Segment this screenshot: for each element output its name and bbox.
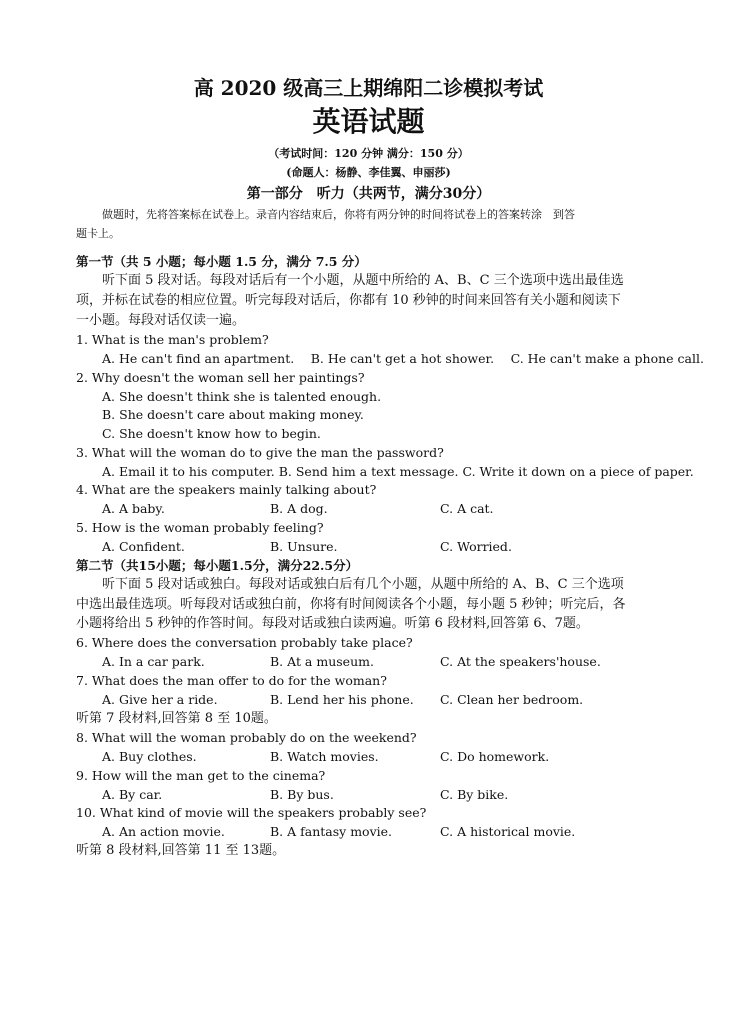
exam-info: （考试时间：120 分钟 满分：150 分） <box>268 147 469 160</box>
section-1-instructions-3: 一小题。每段对话仅读一遍。 <box>76 313 246 328</box>
question-1: 1. What is the man's problem? <box>76 332 269 347</box>
question-5: 5. How is the woman probably feeling? <box>76 520 324 535</box>
question-7-option-c: C. Clean her bedroom. <box>440 692 584 707</box>
part-heading: 第一部分 听力（共两节，满分30分） <box>246 186 491 202</box>
section-2-instructions-1: 听下面 5 段对话或独白。每段对话或独白后有几个小题，从题中所给的 A、B、C 三个选项 <box>102 577 624 592</box>
question-5-option-c: C. Worried. <box>440 539 512 554</box>
material-7-note: 听第 7 段材料,回答第 8 至 10题。 <box>76 711 277 726</box>
question-10-option-b: B. A fantasy movie. <box>270 824 392 839</box>
question-3: 3. What will the woman do to give the man the password? <box>76 445 444 460</box>
instructions-line-2: 题卡上。 <box>76 227 120 240</box>
question-7-option-a: A. Give her a ride. <box>102 692 218 707</box>
question-4-option-a: A. A baby. <box>102 501 165 516</box>
question-7-option-b: B. Lend her his phone. <box>270 692 414 707</box>
question-9-option-a: A. By car. <box>102 787 163 802</box>
question-4-option-c: C. A cat. <box>440 501 494 516</box>
question-6-option-c: C. At the speakers'house. <box>440 654 601 669</box>
section-2-instructions-3: 小题将给出 5 秒钟的作答时间。每段对话或独白读两遍。听第 6 段材料,回答第 6、7题。 <box>76 616 589 631</box>
question-9-option-b: B. By bus. <box>270 787 334 802</box>
question-2-option-c: C. She doesn't know how to begin. <box>102 426 321 441</box>
section-1-instructions-1: 听下面 5 段对话。每段对话后有一个小题，从题中所给的 A、B、C 三个选项中选出最佳选 <box>102 273 624 288</box>
question-6-option-a: A. In a car park. <box>102 654 205 669</box>
question-10: 10. What kind of movie will the speakers probably see? <box>76 805 427 820</box>
question-4: 4. What are the speakers mainly talking about? <box>76 482 377 497</box>
section-2-instructions-2: 中选出最佳选项。听每段对话或独白前，你将有时间阅读各个小题，每小题 5 秒钟；听完后，各 <box>76 597 626 612</box>
section-1-instructions-2: 项，并标在试卷的相应位置。听完每段对话后，你都有 10 秒钟的时间来回答有关小题和阅读下 <box>76 293 621 308</box>
question-8: 8. What will the woman probably do on the weekend? <box>76 730 417 745</box>
question-3-options: A. Email it to his computer. B. Send him a text message. C. Write it down on a piece of paper. <box>102 464 694 479</box>
exam-authors: (命题人：杨静、李佳翼、申丽莎) <box>286 166 451 179</box>
question-6: 6. Where does the conversation probably take place? <box>76 635 413 650</box>
question-5-option-a: A. Confident. <box>102 539 185 554</box>
question-6-option-b: B. At a museum. <box>270 654 374 669</box>
question-1-options: A. He can't find an apartment. B. He can't get a hot shower. C. He can't make a phone call. <box>102 351 704 366</box>
question-7: 7. What does the man offer to do for the woman? <box>76 673 387 688</box>
question-8-option-c: C. Do homework. <box>440 749 550 764</box>
section-1-heading: 第一节（共 5 小题；每小题 1.5 分，满分 7.5 分） <box>76 254 367 269</box>
section-2-heading: 第二节（共15小题；每小题1.5分，满分22.5分） <box>76 558 359 573</box>
instructions-line-1: 做题时，先将答案标在试卷上。录音内容结束后，你将有两分钟的时间将试卷上的答案转涂 到答 <box>102 208 575 221</box>
question-8-option-a: A. Buy clothes. <box>102 749 197 764</box>
question-2: 2. Why doesn't the woman sell her paintings? <box>76 370 365 385</box>
subject-title: 英语试题 <box>312 105 425 138</box>
material-8-note: 听第 8 段材料,回答第 11 至 13题。 <box>76 843 286 858</box>
question-8-option-b: B. Watch movies. <box>270 749 379 764</box>
question-2-option-b: B. She doesn't care about making money. <box>102 407 364 422</box>
question-9-option-c: C. By bike. <box>440 787 509 802</box>
question-9: 9. How will the man get to the cinema? <box>76 768 326 783</box>
question-5-option-b: B. Unsure. <box>270 539 338 554</box>
question-10-option-c: C. A historical movie. <box>440 824 576 839</box>
question-4-option-b: B. A dog. <box>270 501 328 516</box>
question-10-option-a: A. An action movie. <box>102 824 225 839</box>
question-2-option-a: A. She doesn't think she is talented enough. <box>102 389 382 404</box>
exam-title: 高 2020 级高三上期绵阳二诊模拟考试 <box>193 76 544 100</box>
